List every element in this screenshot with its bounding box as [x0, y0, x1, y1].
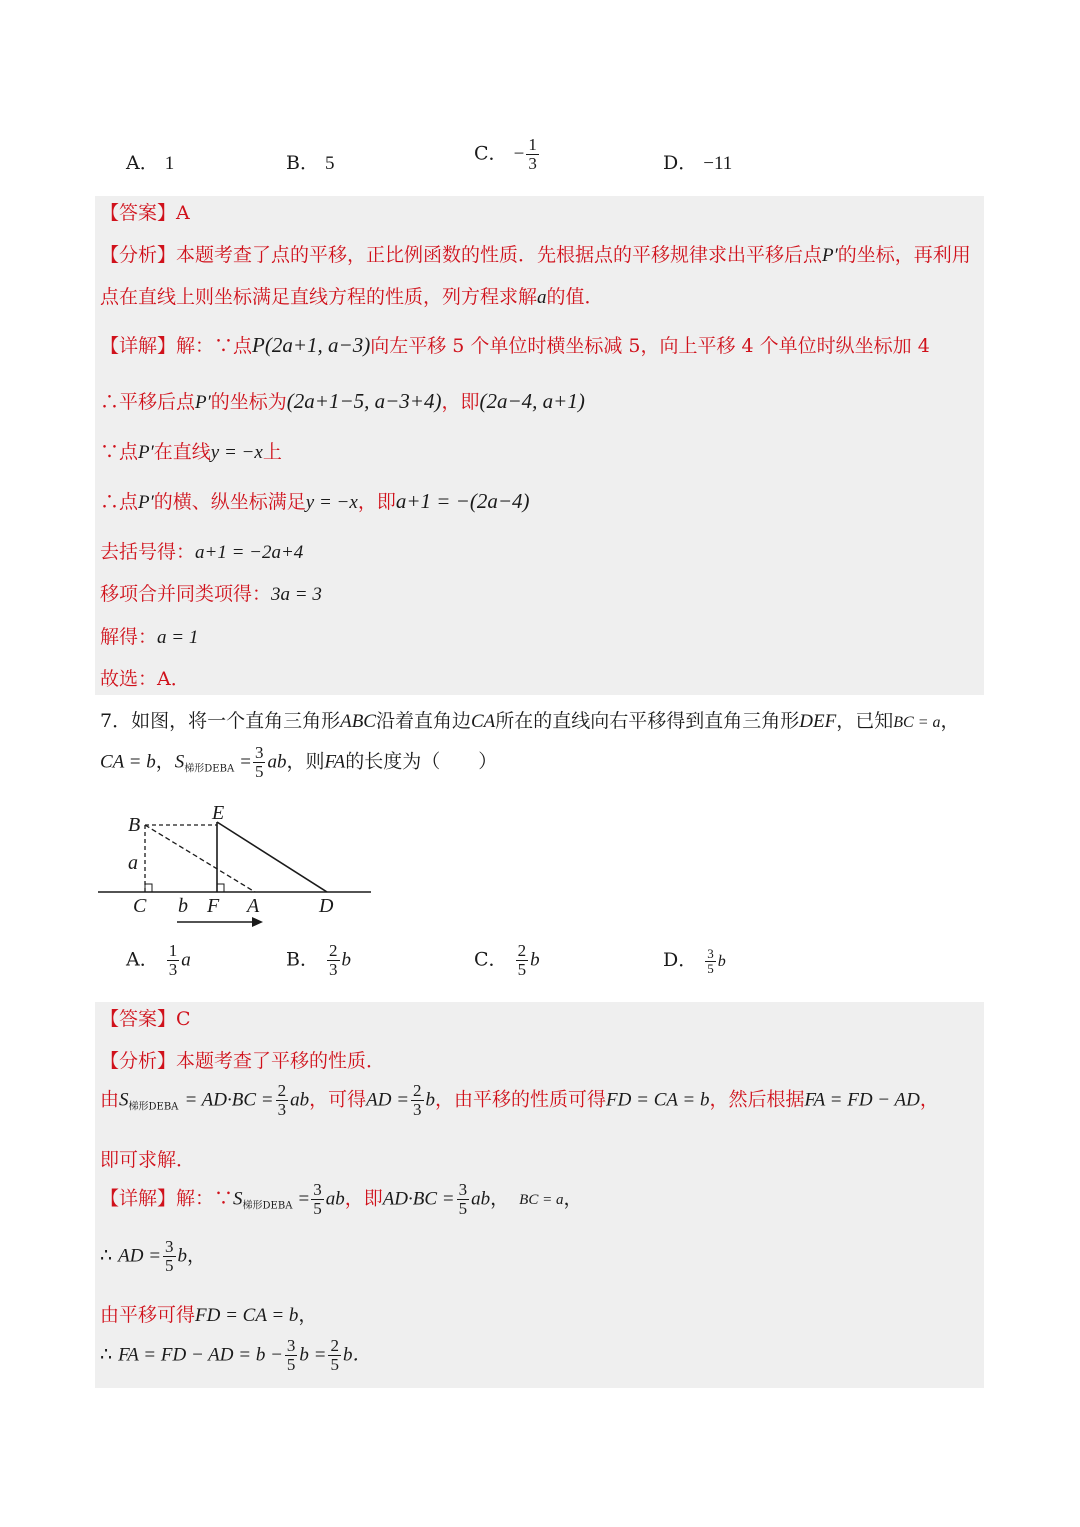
q7-detail-line1: 【详解】解：$\because S_{梯形DEBA}$ = $\frac{3}{5}$ ab，即AD·BC = $\frac{3}{5}$ ab， BC = a， [100, 1180, 583, 1218]
q7-detail-line4: ∴ FA = FD − AD = b − $\frac{3}{5}$ b = $\frac{2}{5}$ b． [100, 1336, 372, 1374]
q7-option-d: D． $\frac{3}{5}$ b [663, 945, 726, 976]
q6-detail-line8: 故选：A． [100, 668, 190, 690]
q7-option-a: A． $\frac{1}{3}$ a [126, 941, 191, 979]
q6-option-d: D． −11 [663, 152, 733, 174]
q7-option-c: C． $\frac{2}{5}$ b [474, 941, 540, 979]
q7-analysis-line3: 即可求解． [100, 1149, 196, 1171]
q7-analysis-line2: 由$S_{梯形DEBA} = AD\cdot BC$ = $\frac{2}{3}$ ab，可得AD = $\frac{2}{3}$ b，由平移的性质可得FD = CA = b，然后根据FA = FD − AD， [100, 1081, 939, 1119]
q6-option-c: C． − $\frac{1}{3}$ [474, 135, 537, 173]
q6-detail-line4: ∴点P′的横、纵坐标满足y = −x，即a+1 = −(2a−4) [100, 489, 530, 513]
q6-detail-line7: 解得：a = 1 [100, 626, 199, 648]
label-b-side: b [178, 895, 188, 917]
q7-detail-line2: ∴ AD = $\frac{3}{5}$ b， [100, 1237, 207, 1275]
q6-analysis-line1: 【分析】本题考查了点的平移，正比例函数的性质．先根据点的平移规律求出平移后点P′的坐标，再利用 [100, 244, 971, 266]
shift-arrowhead [252, 917, 263, 927]
q7-figure [95, 800, 380, 935]
q7-option-b: B． $\frac{2}{3}$ b [286, 941, 352, 979]
label-c: C [133, 895, 147, 917]
q6-analysis-line2: 点在直线上则坐标满足直线方程的性质，列方程求解a的值． [100, 286, 604, 308]
right-angle-c [145, 884, 152, 892]
q6-detail-line6: 移项合并同类项得：3a = 3 [100, 583, 322, 605]
q6-option-b: B． 5 [286, 152, 335, 174]
label-a: A [247, 895, 260, 917]
q6-detail-line3: ∵点P′在直线y = −x上 [100, 441, 282, 463]
q6-detail-line1: 【详解】解：∵点P(2a+1, a−3)向左平移 5 个单位时横坐标减 5，向上平移 4 个单位时纵坐标加 4 [100, 333, 930, 357]
q6-option-a: A． 1 [126, 152, 175, 174]
label-a-side: a [128, 852, 138, 874]
q7-detail-line3: 由平移可得FD = CA = b， [100, 1304, 318, 1326]
label-b: B [128, 814, 141, 836]
q7-stem-line1: 7．如图，将一个直角三角形ABC沿着直角边CA所在的直线向右平移得到直角三角形DEF，已知BC = a， [100, 710, 960, 732]
label-d: D [319, 895, 334, 917]
label-f: F [207, 895, 220, 917]
q7-answer: 【答案】C [100, 1008, 191, 1030]
q6-detail-line5: 去括号得：a+1 = −2a+4 [100, 541, 304, 563]
q7-analysis-line1: 【分析】本题考查了平移的性质． [100, 1050, 386, 1072]
label-e: E [212, 802, 225, 824]
right-angle-f [217, 884, 224, 892]
q6-answer: 【答案】A [100, 202, 190, 224]
q7-stem-line2: CA = b，$S_{梯形DEBA}$ = $\frac{3}{5}$ ab，则FA的长度为（ ） [100, 743, 498, 781]
segment-ed [217, 822, 327, 892]
q6-detail-line2: ∴平移后点P′的坐标为(2a+1−5, a−3+4)，即(2a−4, a+1) [100, 389, 585, 413]
